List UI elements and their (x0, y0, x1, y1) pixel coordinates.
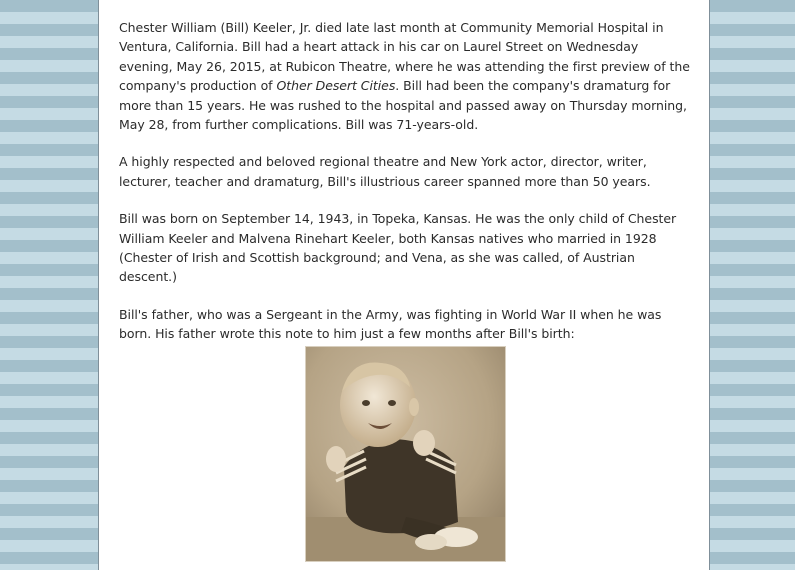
paragraph-career: A highly respected and beloved regional theatre and New York actor, director, writer, lecturer, teacher and dramaturg, Bill's illustrious career spanned more than 50 years. (119, 154, 651, 189)
article-body (119, 18, 694, 362)
baby-photo-image (306, 347, 505, 561)
paragraph-1-text-a: Chester William (Bill) Keeler, Jr. died late last month at Community Memorial Hospital in Ventura, California. Bill had a heart attack in his car on Laurel Street on Wednesday evening, May 26, 2015, at Rubicon Theatre, where he was attending the first preview of the company's production of (119, 20, 690, 94)
baby-photo (306, 347, 505, 561)
paragraph-1-text-b: . Bill had been the company's dramaturg for more than 15 years. He was rushed to the hospital and passed away on Thursday morning, May 28, from further complications. Bill was 71-years-old. (119, 78, 687, 133)
paragraph-father: Bill's father, who was a Sergeant in the Army, was fighting in World War II when he was born. His father wrote this note to him just a few months after Bill's birth: (119, 306, 662, 342)
play-title: Other Desert Cities (276, 78, 396, 94)
paragraph-birth: Bill was born on September 14, 1943, in Topeka, Kansas. He was the only child of Chester William Keeler and Malvena Rinehart Keeler, both Kansas natives who married in 1928 (Chester of Irish and Scottish background; and Vena, as she was called, of Austrian descent.) (119, 211, 677, 285)
article-page (98, 0, 710, 570)
paragraph-death-notice (119, 18, 694, 134)
